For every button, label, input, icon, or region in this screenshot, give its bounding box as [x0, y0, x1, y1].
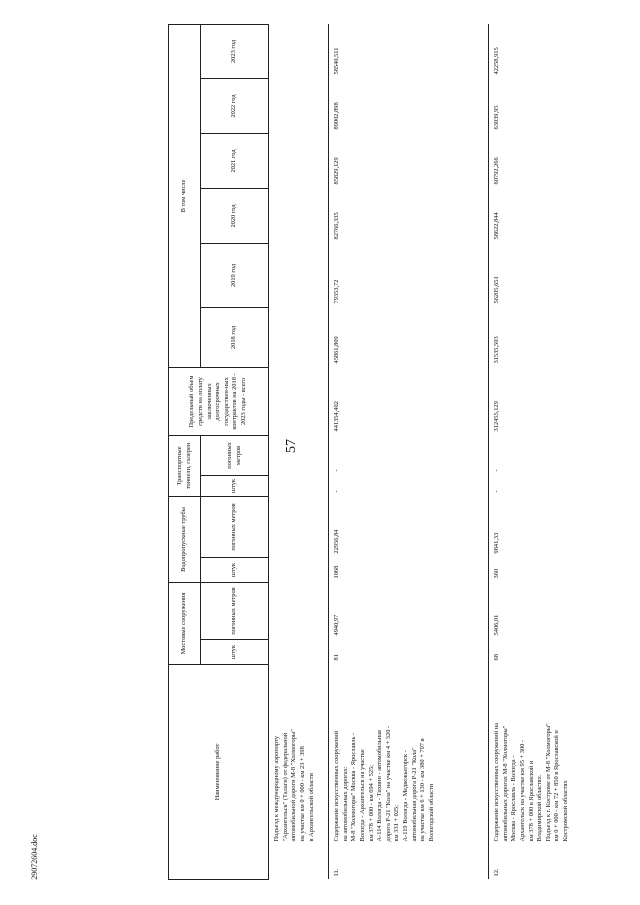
culverts-meters-value: 9841,33	[489, 496, 639, 557]
header-year-2022: 2022 год	[201, 78, 269, 133]
row-name-line: Содержание искусственных сооружений на	[493, 723, 500, 842]
works-table	[168, 24, 639, 880]
year-2018-value: 45861,809	[329, 307, 489, 367]
tunnels-meters-value: -	[329, 435, 489, 475]
tunnels-meters-value: -	[489, 435, 639, 475]
row-name-line: км 378 + 000 в Ярославской и	[527, 760, 535, 842]
year-2022-value: 89002,898	[329, 78, 489, 133]
year-2020-value: 82766,335	[329, 188, 489, 243]
row-name-line: Подъезд к г. Костроме от М-8 "Холмогоры"	[544, 723, 552, 842]
row-number-cell	[269, 850, 329, 880]
bridges-units-value: 81	[329, 639, 489, 664]
year-2020-value: 58622,844	[489, 188, 639, 243]
table-header	[169, 24, 269, 879]
row-name-line: автомобильная дорога Р-21 "Кола"	[410, 747, 418, 842]
header-tunnels: Транспортные тоннели, галереи	[169, 435, 201, 496]
page-number: 57	[284, 439, 299, 453]
header-name: Наименование работ	[169, 664, 269, 879]
row-name-line: М-8 "Холмогоры" Москва - Ярославль -	[350, 732, 358, 842]
total-value: 441354,402	[329, 367, 489, 435]
culverts-units-value: 1068	[329, 557, 489, 582]
year-2021-value: 85829,129	[329, 133, 489, 188]
row-name-line: Вологодской области	[428, 783, 436, 842]
year-2018-value: 31535,503	[489, 307, 639, 367]
header-bridges: Мостовые сооружения	[169, 582, 201, 664]
row-name-line: Архангельск на участке км 95 + 300 -	[518, 739, 526, 842]
header-year-2018: 2018 год	[201, 307, 269, 367]
row-number: 12.	[489, 850, 639, 880]
header-including: В том числе	[169, 24, 201, 367]
table-row	[329, 24, 489, 879]
row-name-cell	[329, 664, 489, 849]
header-culverts: Водопропускные трубы	[169, 496, 201, 582]
header-bridges-units: штук	[201, 639, 269, 664]
continuation-line: на участке км 0 + 000 - км 23 + 398	[298, 746, 306, 842]
header-year-2021: 2021 год	[201, 133, 269, 188]
row-name-line: км 378 + 000 - км 694 + 525;	[367, 764, 375, 842]
year-2019-value: 79353,72	[329, 243, 489, 307]
row-name-line: дорога Р-21 "Кола" на участке км 4 + 320 -	[384, 725, 392, 842]
culverts-units-value: 360	[489, 557, 639, 582]
row-name-line: автомобильных дорогах М-8 "Холмогоры"	[501, 725, 509, 842]
row-name-line: на автомобильных дорогах:	[341, 766, 349, 842]
row-name-line: Вологда - Архангельск на участке	[358, 749, 366, 842]
header-tunnels-meters: погонных метров	[201, 435, 269, 475]
year-2019-value: 56205,651	[489, 243, 639, 307]
row-name-line: км 0 + 000 - км 72 + 850 в Ярославской и	[553, 730, 561, 842]
header-bridges-meters: погонных метров	[201, 582, 269, 639]
year-2022-value: 63039,95	[489, 78, 639, 133]
continuation-line: автомобильной дороги М-8 "Холмогоры"	[290, 729, 298, 842]
year-2023-value: 58540,511	[329, 24, 489, 78]
header-total: Предельный объем средств на оплату заключенных долгосрочных государствен-ных контрактов на 2018 - 2023 годы - всего	[169, 367, 269, 435]
header-tunnels-units: штук	[201, 475, 269, 496]
continuation-empty	[269, 24, 329, 664]
table-row-continuation	[269, 24, 329, 879]
bridges-meters-value: 5406,01	[489, 582, 639, 639]
row-name-line: на участке км 6 + 130 - км 380 + 797 в	[419, 738, 427, 842]
total-value: 312455,129	[489, 367, 639, 435]
header-culverts-units: штук	[201, 557, 269, 582]
header-culverts-meters: погонных метров	[201, 496, 269, 557]
continuation-line: в Архангельской области	[307, 773, 315, 842]
row-number: 11.	[329, 850, 489, 880]
header-year-2023: 2023 год	[201, 24, 269, 78]
year-2023-value: 42258,915	[489, 24, 639, 78]
tunnels-units-value: -	[329, 475, 489, 496]
bridges-units-value: 68	[489, 639, 639, 664]
tunnels-units-value: -	[489, 475, 639, 496]
footer-filename: 29072604.doc	[30, 834, 39, 880]
row-name-cell	[489, 664, 639, 849]
year-2021-value: 60792,266	[489, 133, 639, 188]
row-name-line: км 331 + 025;	[393, 805, 401, 842]
header-year-2020: 2020 год	[201, 188, 269, 243]
bridges-meters-value: 4940,97	[329, 582, 489, 639]
row-name-line: А-119 Вологда - Медвежьегорск -	[402, 750, 410, 842]
culverts-meters-value: 22956,84	[329, 496, 489, 557]
continuation-name-cell	[269, 664, 329, 849]
row-name-line: Костромской областях	[562, 780, 570, 842]
row-name-line: Владимирской областях.	[536, 774, 544, 842]
row-name-line: А-114 Вологда - Тихвин - автомобильная	[376, 730, 384, 842]
rotated-table-container	[168, 33, 638, 880]
row-name-line: Содержание искусственных сооружений	[333, 730, 340, 842]
table-row	[489, 24, 639, 879]
row-name-line: Москва - Ярославль - Вологда -	[510, 755, 518, 842]
continuation-line: "Архангельск" (Талаги) от федеральной	[281, 732, 289, 842]
continuation-line: Подъезд к международному аэропорту	[273, 736, 280, 842]
header-year-2019: 2019 год	[201, 243, 269, 307]
